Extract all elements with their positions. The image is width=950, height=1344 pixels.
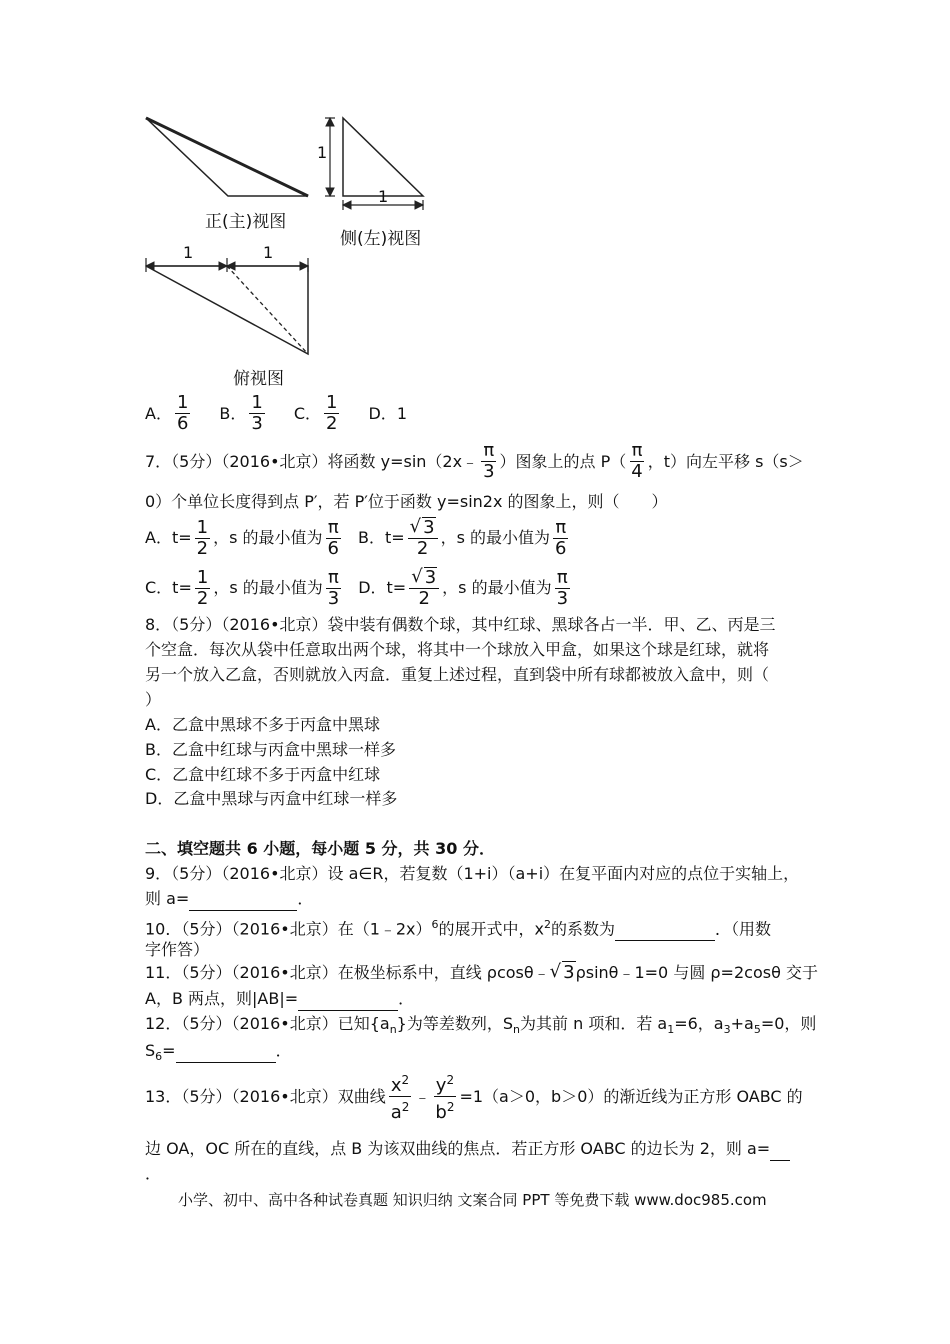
q11-line1: 11．（5分）（2016•北京）在极坐标系中，直线 ρcosθ﹣ √ 3 ρsinθ﹣1=0 与圆 ρ=2cosθ 交于 xyxy=(145,961,818,983)
q12-line1: 12．（5分）（2016•北京）已知$\{a_n\}$为等差数列，$S_n$为其前 n 项和．若 $a_1=6$，$a_3+a_5=0$，则 xyxy=(145,1014,817,1037)
q13-line3: ． xyxy=(145,1164,162,1183)
q13-x2-over-a2: $\frac{x^2}{a^2}$ xyxy=(389,1070,412,1123)
page-footer: 小学、初中、高中各种试卷真题 知识归纳 文案合同 PPT 等免费下载 www.doc985.com xyxy=(178,1191,767,1209)
q6-option-c-fraction: $\frac{1}{2}$ xyxy=(326,392,338,434)
q9-line1: 9．（5分）（2016•北京）设 a∈R，若复数（1+i）（a+i）在复平面内对应的点位于实轴上， xyxy=(145,864,800,883)
q7-pi-over-3: $\frac{\pi}{3}$ xyxy=(483,440,495,482)
q8-line3: 另一个放入乙盒，否则就放入丙盒．重复上述过程，直到袋中所有球都被放入盒中，则（ xyxy=(145,665,770,684)
q9-answer-blank xyxy=(189,888,297,911)
q13-y2-over-b2: $\frac{y^2}{b^2}$ xyxy=(433,1070,456,1123)
top-dim-left-label: 1 xyxy=(183,243,194,262)
q6-option-a-fraction: $\frac{1}{6}$ xyxy=(176,392,189,434)
q10-answer-blank xyxy=(615,918,715,941)
q11-answer-blank xyxy=(298,988,398,1011)
side-dim-horizontal-label: 1 xyxy=(378,187,389,206)
q6-option-d-value: 1 xyxy=(396,403,407,423)
q10-line2: 字作答） xyxy=(145,940,210,959)
q6-option-b-label: B． xyxy=(219,403,247,423)
q13-line2: 边 OA，OC 所在的直线，点 B 为该双曲线的焦点．若正方形 OABC 的边长为 2，则 a= xyxy=(145,1138,790,1161)
front-view-drawing xyxy=(146,118,308,196)
q13-line1: 13．（5分）（2016•北京）双曲线 $\frac{x^2}{a^2}$ ﹣ $\frac{y^2}{b^2}$ =1（a＞0，b＞0）的渐近线为正方形 OABC 的 xyxy=(145,1070,803,1123)
q11-line2: A，B 两点，则|AB|= ． xyxy=(145,988,414,1011)
top-view-label: 俯视图 xyxy=(233,369,284,389)
q8-option-b: B．乙盒中红球与丙盒中黑球一样多 xyxy=(145,740,396,759)
q7-options-cd: C．t= $\frac{1}{2}$ ，s 的最小值为 $\frac{\pi}{3}$ D．t= √ 3 2 ，s 的最小值为 $\frac{\pi}{3}$ xyxy=(145,566,569,609)
q7-line2: 0）个单位长度得到点 P′，若 P′位于函数 y=sin2x 的图象上，则（ ） xyxy=(145,492,668,511)
side-view-drawing xyxy=(325,118,423,210)
q6-option-a-label: A． xyxy=(145,403,172,423)
q8-option-a: A．乙盒中黑球不多于丙盒中黑球 xyxy=(145,715,380,734)
q6-options xyxy=(145,393,407,434)
section2-heading: 二、填空题共 6 小题，每小题 5 分，共 30 分． xyxy=(145,839,495,858)
q6-option-d-label: D． xyxy=(368,403,397,423)
q6-option-c-label: C． xyxy=(293,403,322,423)
q9-line2: 则 a= ． xyxy=(145,888,313,911)
q8-line2: 个空盒．每次从袋中任意取出两个球，将其中一个球放入甲盒，如果这个球是红球，就将 xyxy=(145,640,770,659)
q8-line1: 8．（5分）（2016•北京）袋中装有偶数个球，其中红球、黑球各占一半．甲、乙、丙是三 xyxy=(145,615,776,634)
q10-line1: 10．（5分）（2016•北京）在（1﹣2x）$^6$的展开式中，$x^2$的系数为 ．（用数 xyxy=(145,914,771,941)
side-view-label: 侧(左)视图 xyxy=(340,229,422,249)
q6-option-b-fraction: $\frac{1}{3}$ xyxy=(251,392,263,434)
q12-line2: $S_6=$ ． xyxy=(145,1041,292,1064)
q8-option-c: C．乙盒中红球不多于丙盒中红球 xyxy=(145,765,381,784)
side-dim-vertical-label: 1 xyxy=(317,143,328,162)
q11-sqrt3: √ 3 xyxy=(549,961,575,983)
q7-pi-over-4: $\frac{\pi}{4}$ xyxy=(631,440,643,482)
front-view-label: 正(主)视图 xyxy=(205,212,287,232)
q13-answer-blank xyxy=(770,1138,790,1161)
top-dim-right-label: 1 xyxy=(263,243,274,262)
q7-options-ab: A．t= $\frac{1}{2}$ ，s 的最小值为 $\frac{\pi}{6}$ B．t= √ 3 2 ，s 的最小值为 $\frac{\pi}{6}$ xyxy=(145,516,567,559)
top-view-drawing xyxy=(146,258,308,354)
q8-line4: ） xyxy=(145,690,162,709)
q12-answer-blank xyxy=(176,1040,276,1063)
q7-line1: 7．（5分）（2016•北京）将函数 y=sin（2x﹣ $\frac{\pi}{3}$ ）图象上的点 P（ $\frac{\pi}{4}$ ，t）向左平移 s（s＞ xyxy=(145,440,804,482)
q8-option-d: D．乙盒中黑球与丙盒中红球一样多 xyxy=(145,789,398,808)
